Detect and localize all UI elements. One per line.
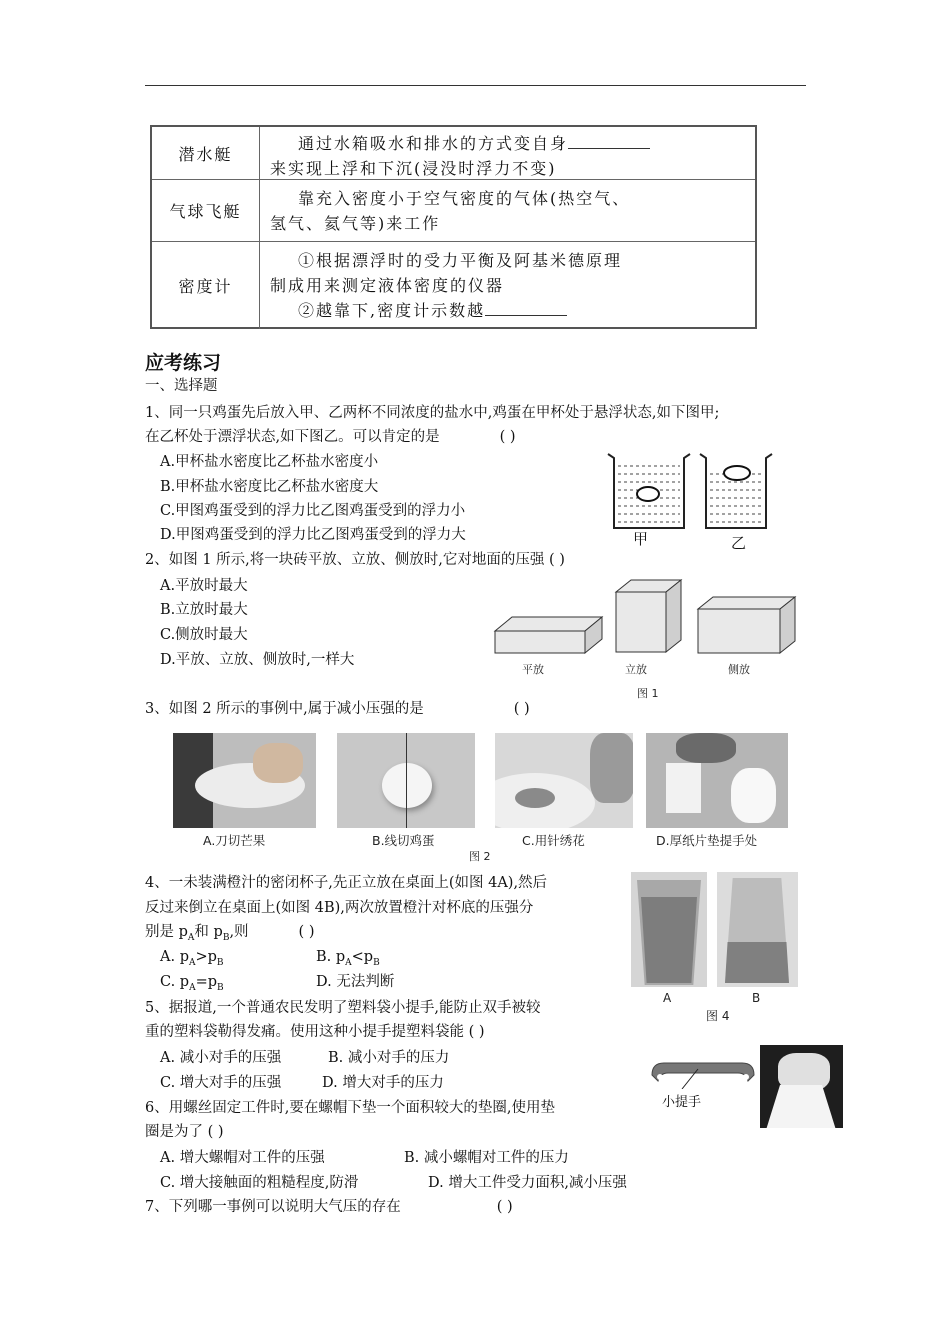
q7-stem: 7、下列哪一事例可以说明大气压的存在 ( ) — [145, 1199, 513, 1215]
q4-option-b: B. $p_A<p_B$ — [316, 949, 380, 968]
q1-option-d: D.甲图鸡蛋受到的浮力比乙图鸡蛋受到的浮力大 — [160, 527, 466, 543]
q2-option-b: B.立放时最大 — [160, 602, 248, 618]
q5-option-d: D. 增大对手的压力 — [322, 1075, 444, 1091]
subsection-title: 一、选择题 — [145, 378, 218, 394]
photo-caption-a: A.刀切芒果 — [203, 833, 266, 848]
q4-stem: 别是 $p_A$和 $p_B$,则 ( ) — [145, 924, 315, 943]
q1-option-a: A.甲杯盐水密度比乙杯盐水密度小 — [160, 454, 379, 470]
q6-option-d: D. 增大工件受力面积,减小压强 — [428, 1175, 627, 1191]
photo-knife-mango — [173, 733, 316, 828]
q5-option-b: B. 减小对手的压力 — [328, 1050, 450, 1066]
brick-side — [698, 597, 795, 653]
beakers-figure — [600, 448, 780, 548]
row-text: ②越靠下,密度计示数越 — [298, 301, 486, 320]
brick-label-flat: 平放 — [522, 663, 544, 676]
row-name: 密度计 — [152, 242, 260, 329]
brick-label-side: 侧放 — [728, 663, 750, 676]
q1-stem: 在乙杯处于漂浮状态,如下图乙。可以肯定的是 ( ) — [145, 429, 516, 445]
egg-icon — [724, 466, 750, 480]
q1-option-c: C.甲图鸡蛋受到的浮力比乙图鸡蛋受到的浮力小 — [160, 503, 466, 519]
q6-stem: 6、用螺丝固定工件时,要在螺帽下垫一个面积较大的垫圈,使用垫 — [145, 1100, 555, 1116]
q6-option-b: B. 减小螺帽对工件的压力 — [404, 1150, 569, 1166]
photo-needle-embroidery — [495, 733, 633, 828]
q5-option-c: C. 增大对手的压强 — [160, 1075, 282, 1091]
q4-option-c: C. $p_A=p_B$ — [160, 974, 224, 993]
brick-flat — [495, 617, 602, 653]
table-row — [152, 242, 755, 329]
q5-stem: 重的塑料袋勒得发痛。使用这种小提手提塑料袋能 ( ) — [145, 1024, 485, 1040]
figure-caption: 图 2 — [469, 850, 491, 863]
figure-caption: 图 1 — [637, 687, 659, 700]
photo-thread-egg — [337, 733, 475, 828]
q2-option-d: D.平放、立放、侧放时,一样大 — [160, 652, 355, 668]
header-rule — [145, 85, 806, 86]
q6-stem: 圈是为了 ( ) — [145, 1124, 224, 1140]
handle-label: 小提手 — [662, 1095, 702, 1110]
q1-stem: 1、同一只鸡蛋先后放入甲、乙两杯不同浓度的盐水中,鸡蛋在甲杯处于悬浮状态,如下图甲; — [145, 405, 720, 421]
photo-caption-c: C.用针绣花 — [522, 833, 585, 848]
egg-icon — [637, 487, 659, 501]
table-row — [152, 180, 755, 242]
answer-blank — [568, 134, 650, 149]
q6-option-c: C. 增大接触面的粗糙程度,防滑 — [160, 1175, 359, 1191]
cup-label-b: B — [752, 991, 761, 1005]
fig-label-jia: 甲 — [633, 530, 649, 548]
q4-stem: 反过来倒立在桌面上(如图 4B),两次放置橙汁对杯底的压强分 — [145, 900, 534, 916]
row-name: 潜水艇 — [152, 127, 260, 179]
table-row — [152, 127, 755, 180]
cup-label-a: A — [663, 991, 672, 1005]
q6-option-a: A. 增大螺帽对工件的压强 — [160, 1150, 325, 1166]
q4-option-a: A. $p_A>p_B$ — [160, 949, 224, 968]
q4-option-d: D. 无法判断 — [316, 974, 395, 990]
figure-caption: 图 4 — [706, 1009, 730, 1023]
beaker-yi — [700, 454, 772, 528]
photo-cup-inverted — [717, 872, 798, 987]
section-title: 应考练习 — [145, 352, 222, 374]
row-text: 通过水箱吸水和排水的方式变自身 — [298, 134, 569, 153]
q3-stem: 3、如图 2 所示的事例中,属于减小压强的是 ( ) — [145, 701, 530, 717]
row-text: 靠充入密度小于空气密度的气体(热空气、 — [298, 189, 631, 208]
brick-upright — [616, 580, 681, 652]
brick-label-upright: 立放 — [625, 663, 647, 676]
row-name: 气球飞艇 — [152, 180, 260, 241]
photo-cup-upright — [631, 872, 707, 987]
q4-stem: 4、一未装满橙汁的密闭杯子,先正立放在桌面上(如图 4A),然后 — [145, 875, 548, 891]
photo-caption-b: B.线切鸡蛋 — [372, 833, 435, 848]
beaker-jia — [608, 454, 690, 528]
photo-hand-bag — [760, 1045, 843, 1128]
fig-label-yi: 乙 — [731, 534, 747, 552]
row-text: ①根据漂浮时的受力平衡及阿基米德原理 — [298, 251, 623, 270]
q1-option-b: B.甲杯盐水密度比乙杯盐水密度大 — [160, 479, 379, 495]
row-text: 制成用来测定液体密度的仪器 — [270, 276, 505, 295]
small-handle-icon — [648, 1055, 758, 1089]
answer-blank — [485, 301, 567, 316]
photo-paper-handle — [646, 733, 788, 828]
row-text: 氢气、氦气等)来工作 — [270, 214, 441, 233]
q2-option-a: A.平放时最大 — [160, 578, 248, 594]
q5-option-a: A. 减小对手的压强 — [160, 1050, 282, 1066]
q2-option-c: C.侧放时最大 — [160, 627, 248, 643]
q5-stem: 5、据报道,一个普通农民发明了塑料袋小提手,能防止双手被较 — [145, 1000, 541, 1016]
q2-stem: 2、如图 1 所示,将一块砖平放、立放、侧放时,它对地面的压强 ( ) — [145, 552, 565, 568]
bricks-figure — [490, 575, 810, 660]
row-text: 来实现上浮和下沉(浸没时浮力不变) — [270, 159, 557, 178]
summary-table — [150, 125, 757, 329]
photo-caption-d: D.厚纸片垫提手处 — [656, 833, 758, 848]
